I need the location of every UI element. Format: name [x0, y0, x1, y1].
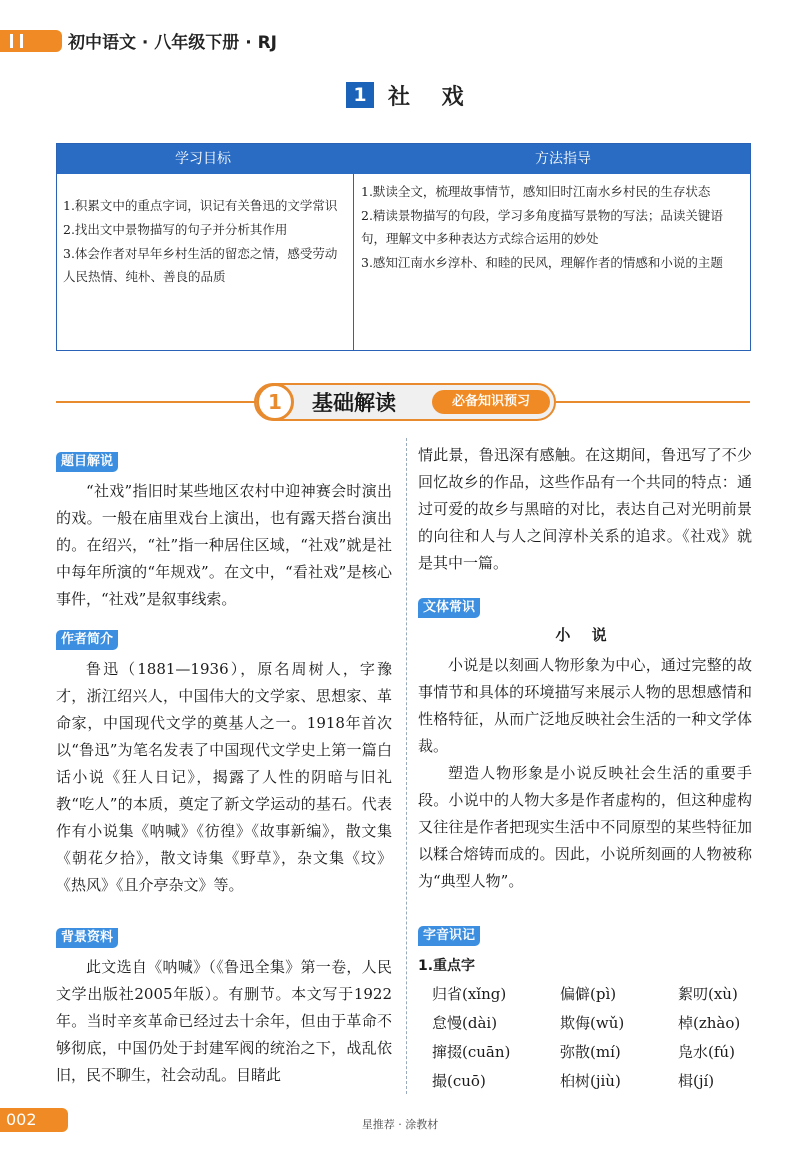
goals-table-divider	[353, 174, 354, 350]
char-item: 凫水(fú)	[678, 1043, 735, 1061]
author-text: 鲁迅（1881—1936），原名周树人，字豫才，浙江绍兴人，中国伟大的文学家、思想家、革命家，中国现代文学的奠基人之一。1918年首次以“鲁迅”为笔名发表了中国现代文学史上第一篇白话小说《狂人日记》，揭露了人性的阴暗与旧礼教“吃人”的本质，奠定了新文学运动的基石。代表作有小说集《呐喊》《彷徨》《故事新编》，散文集《朝花夕拾》，散文诗集《野草》，杂文集《坟》《热风》《且介亭杂文》等。	[56, 660, 392, 894]
footer-text: 星推荐 · 涂教材	[361, 1118, 439, 1131]
goal-item: 1.积累文中的重点字词，识记有关鲁迅的文学常识	[63, 198, 338, 213]
lesson-number: 1	[346, 82, 374, 108]
genre-subtitle: 小 说	[555, 626, 615, 644]
goals-table-header	[57, 144, 750, 174]
char-item: 桕树(jiù)	[560, 1072, 621, 1090]
column-divider	[406, 438, 407, 1094]
char-item: 弥散(mí)	[560, 1043, 621, 1061]
char-item: 撺掇(cuān)	[432, 1043, 511, 1061]
title-explain-label: 题目解说	[56, 452, 118, 472]
banner-line-right	[556, 401, 750, 403]
banner-line-left	[56, 401, 256, 403]
banner-tag: 必备知识预习	[432, 390, 550, 414]
chars-list-head: 1.重点字	[418, 958, 476, 974]
char-item: 棹(zhào)	[678, 1014, 741, 1032]
char-item: 欺侮(wǔ)	[560, 1014, 625, 1032]
char-item: 怠慢(dài)	[432, 1014, 498, 1032]
method-item: 1.默读全文，梳理故事情节，感知旧时江南水乡村民的生存状态	[361, 184, 711, 199]
goals-table	[56, 143, 751, 351]
char-item: 归省(xǐng)	[432, 985, 507, 1003]
title-explain-text: “社戏”指旧时某些地区农村中迎神赛会时演出的戏。一般在庙里戏台上演出，也有露天搭台演出的。在绍兴，“社”指一种居住区域，“社戏”就是社中每年所演的“年规戏”。在文中，“看社戏”是核心事件，“社戏”是叙事线索。	[56, 482, 392, 608]
background-label: 背景资料	[56, 928, 118, 948]
char-item: 偏僻(pì)	[560, 985, 617, 1003]
methods-list	[361, 180, 745, 275]
genre-text-2: 塑造人物形象是小说反映社会生活的重要手段。小说中的人物大多是作者虚构的，但这种虚构又往往是作者把现实生活中不同原型的某些特征加以糅合熔铸而成的。因此，小说所刻画的人物被称为“典型人物”。	[418, 764, 752, 890]
header-title: 初中语文 · 八年级下册 · RJ	[68, 33, 278, 53]
goal-item: 3.体会作者对早年乡村生活的留恋之情，感受劳动人民热情、纯朴、善良的品质	[63, 246, 338, 284]
method-item: 3.感知江南水乡淳朴、和睦的民风，理解作者的情感和小说的主题	[361, 255, 723, 270]
chars-label: 字音识记	[418, 926, 480, 946]
method-item: 2.精读景物描写的句段，学习多角度描写景物的写法；品读关键语句，理解文中多种表达方式综合运用的妙处	[361, 208, 723, 246]
background-text-continued: 情此景，鲁迅深有感触。在这期间，鲁迅写了不少回忆故乡的作品，这些作品有一个共同的特点：通过可爱的故乡与黑暗的对比，表达自己对光明前景的向往和人与人之间淳朴关系的追求。《社戏》就是其中一篇。	[418, 446, 752, 572]
methods-header: 方法指导	[535, 151, 591, 167]
background-text: 此文选自《呐喊》（《鲁迅全集》第一卷，人民文学出版社2005年版）。有删节。本文写于1922年。当时辛亥革命已经过去十余年，但由于革命不够彻底，中国仍处于封建军阀的统治之下，战乱依旧，民不聊生，社会动乱。目睹此	[56, 958, 392, 1084]
char-item: 絮叨(xù)	[678, 985, 738, 1003]
banner-number: 1	[256, 383, 294, 421]
lesson-title: 社 戏	[388, 85, 476, 110]
goals-list	[63, 194, 347, 289]
char-item: 撮(cuō)	[432, 1072, 486, 1090]
genre-text-1: 小说是以刻画人物形象为中心，通过完整的故事情节和具体的环境描写来展示人物的思想感情和性格特征，从而广泛地反映社会生活的一种文学体裁。	[418, 656, 752, 755]
char-item: 楫(jí)	[678, 1072, 715, 1090]
banner-title: 基础解读	[312, 391, 396, 415]
goals-header: 学习目标	[175, 151, 231, 167]
goal-item: 2.找出文中景物描写的句子并分析其作用	[63, 222, 288, 237]
author-label: 作者简介	[56, 630, 118, 650]
header-dash	[10, 34, 13, 48]
page-number: 002	[0, 1108, 68, 1132]
header-dash	[20, 34, 23, 48]
genre-label: 文体常识	[418, 598, 480, 618]
